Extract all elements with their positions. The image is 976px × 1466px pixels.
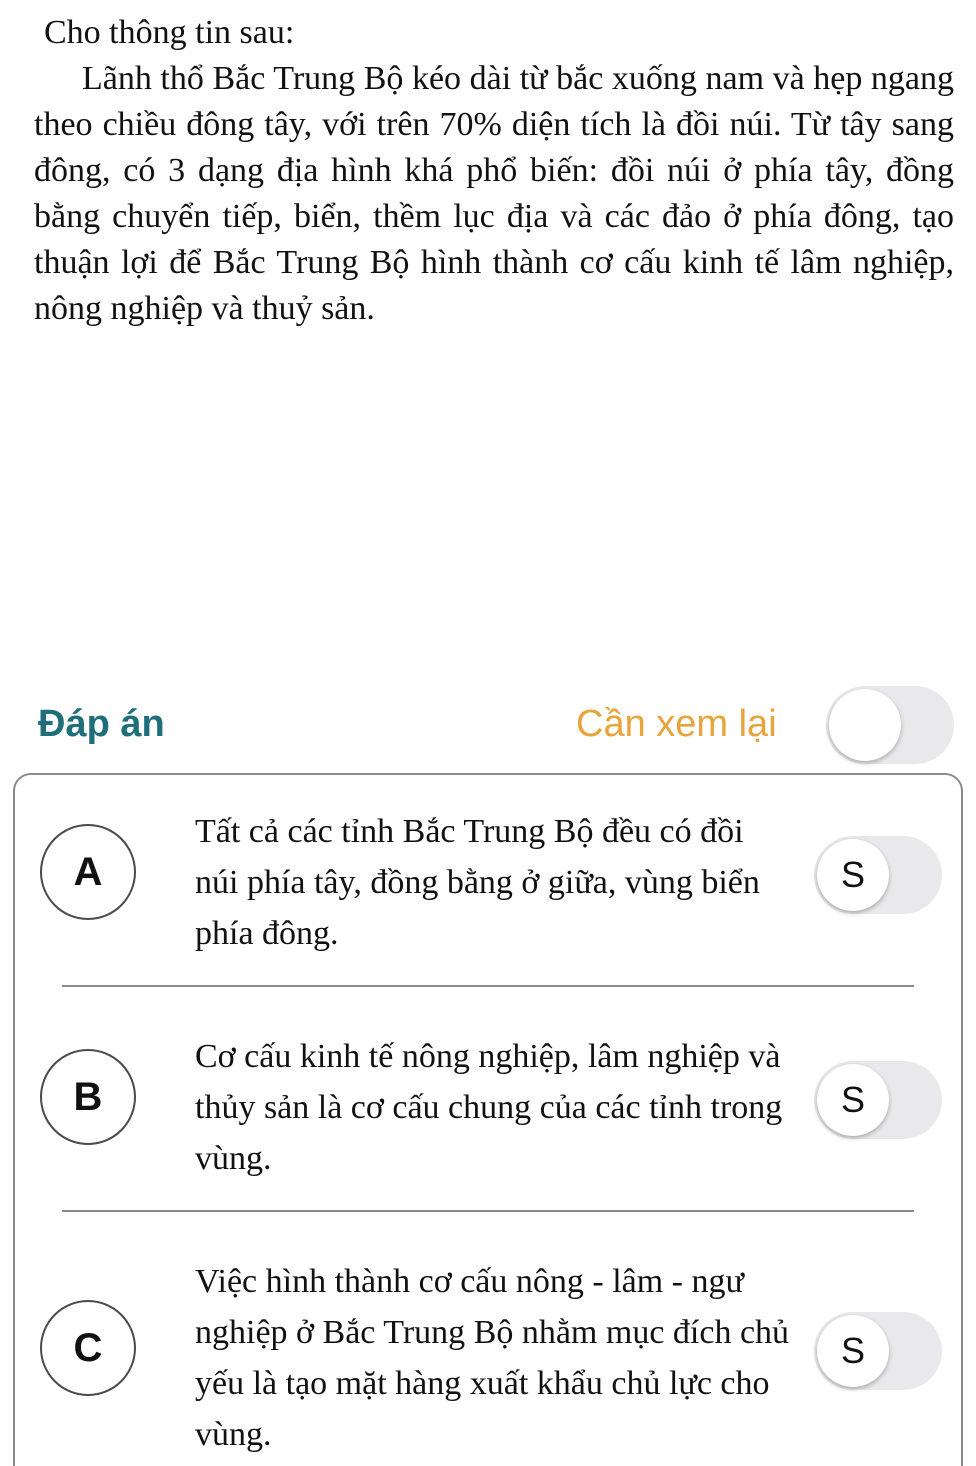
option-text-a: Tất cả các tỉnh Bắc Trung Bộ đều có đồi núi phía tây, đồng bằng ở giữa, vùng biển phía đông.: [195, 813, 760, 952]
review-toggle-knob: [829, 689, 901, 761]
passage-label: Cho thông tin sau:: [44, 14, 295, 51]
option-text-c: Việc hình thành cơ cấu nông - lâm - ngư nghiệp ở Bắc Trung Bộ nhằm mục đích chủ yếu là tạo mặt hàng xuất khẩu chủ lực cho vùng.: [195, 1263, 790, 1453]
review-toggle[interactable]: [826, 686, 954, 764]
answer-header: Đáp án: [38, 703, 165, 745]
passage-text: Lãnh thổ Bắc Trung Bộ kéo dài từ bắc xuống nam và hẹp ngang theo chiều đông tây, với trên 70% diện tích là đồi núi. Từ tây sang đông, có 3 dạng địa hình khá phổ biến: đồi núi ở phía tây, đồng bằng chuyển tiếp, biển, thềm lục địa và các đảo ở phía đông, tạo thuận lợi để Bắc Trung Bộ hình thành cơ cấu kinh tế lâm nghiệp, nông nghiệp và thuỷ sản.: [34, 60, 954, 327]
option-divider: [62, 1210, 914, 1212]
option-letter-a[interactable]: A: [40, 824, 136, 920]
option-toggle-knob-c: S: [817, 1315, 889, 1387]
option-letter-b[interactable]: B: [40, 1049, 136, 1145]
option-letter-c[interactable]: C: [40, 1300, 136, 1396]
review-label: Cần xem lại: [576, 703, 777, 745]
option-toggle-b[interactable]: [814, 1061, 942, 1139]
option-toggle-c[interactable]: [814, 1312, 942, 1390]
option-text-b: Cơ cấu kinh tế nông nghiệp, lâm nghiệp và thủy sản là cơ cấu chung của các tỉnh trong vùng.: [195, 1038, 783, 1177]
option-divider: [62, 985, 914, 987]
option-toggle-knob-b: S: [817, 1064, 889, 1136]
option-toggle-a[interactable]: [814, 836, 942, 914]
option-toggle-knob-a: S: [817, 839, 889, 911]
